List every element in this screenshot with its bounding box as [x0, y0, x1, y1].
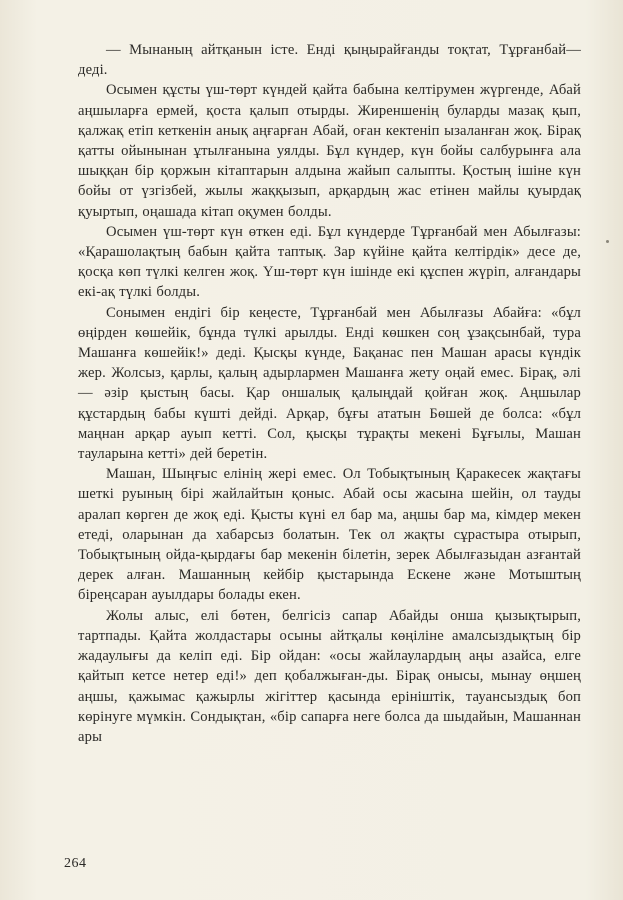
page-number: 264 [64, 856, 87, 871]
paragraph-5: Машан, Шыңғыс елінің жері емес. Ол Тобықтының Қаракесек жақтағы шеткі руының бірі жайлайтын қоныс. Абай осы жасына шейін, ол тауды аралап көрген де жоқ еді. Қысты күні ел бар ма, аңшы бар ма, кімдер мекен етеді, оларынан да хабарсыз болатын. Тек ол жақты сұрастыра отырып, Тобықтының ойда-қырдағы бар мекенін білетін, зерек Абылғазыдан азғантай дерек алған. Машанның кейбір қыстарында Ескене және Мотыштың біреңсаран ауылдары болады екен. [78, 466, 581, 604]
body-text [78, 40, 581, 747]
paragraph-4: Сонымен ендігі бір кеңесте, Тұрғанбай мен Абылғазы Абайға: «бұл өңірден көшейік, бұнда түлкі арылды. Енді көшкен соң ұзақсынбай, тура Машанға көшейік!» деді. Қысқы күнде, Бақанас пен Машан арасы күндік жер. Жолсыз, қарлы, қалың адырлармен Машанға жету оңай емес. Бірақ, әлі — әзір қыстың басы. Қар оншалық қалыңдай қойған жоқ. Аңшылар құстардың бабы күшті дейді. Арқар, бұғы ататын Бөшей де болса: «бұл маңнан арқар ауып кетті. Сол, қысқы тұрақты мекені Бұғылы, Машан тауларына кетті» дей беретін. [78, 304, 581, 463]
paragraph-1: — Мынаның айтқанын істе. Енді қыңырайғанды тоқтат, Тұрғанбай—деді. [78, 42, 581, 79]
margin-dot [606, 240, 609, 243]
paragraph-3: Осымен үш-төрт күн өткен еді. Бұл күндерде Тұрғанбай мен Абылғазы: «Қарашолақтың бабын қайта таптық. Зар күйіне қайта келтірдік» десе де, қосқа көп түлкі келген жоқ. Үш-төрт күн ішінде екі құспен жүріп, алғандары екі-ақ түлкі болды. [78, 223, 581, 301]
paragraph-6: Жолы алыс, елі бөтен, белгісіз сапар Абайды онша қызықтырып, тартпады. Қайта жолдастары осыны айтқалы көңіліне амалсыздықтың бір жадаулығы да келіп еді. Бір ойдан: «осы жайлаулардың аңы азайса, елге қайтып кетсе нетер еді!» деп қобалжыған-ды. Бірақ онысы, мынау өңшең аңшы, қажымас қажырлы жігіттер қасында ерініштік, тауансыздық боп көрінуге мүмкін. Сондықтан, «бір сапарға неге болса да шыдайын, Машаннан ары [78, 607, 581, 745]
paragraph-2: Осымен құсты үш-төрт күндей қайта бабына келтірумен жүргенде, Абай аңшыларға ермей, қоста қалып отырды. Жиреншенің буларды мазақ қып, қалжақ етіп кеткенін анық аңғарған Абай, оған кектеніп ызаланған жоқ. Бірақ қатты ойынынан ұтылғанына уялды. Бұл күндер, күн бойы салбурынға ала шыққан бір қоржын кітаптарын алдына жайып салыпты. Қостың ішіне күн бойы от үзгізбей, жылы жаққызып, арқардың жас етінен майлы қуырдақ қуыртып, оңашада кітап оқумен болды. [78, 82, 581, 220]
